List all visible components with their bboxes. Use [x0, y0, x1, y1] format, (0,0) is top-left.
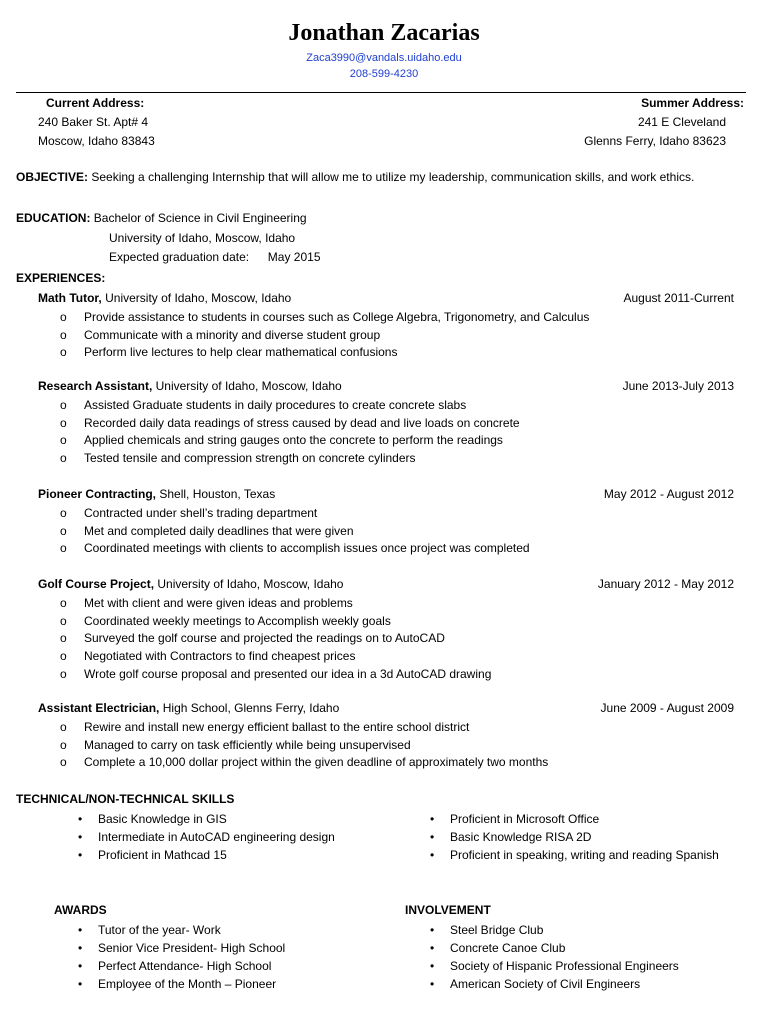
involvement-item-text: Steel Bridge Club	[450, 923, 544, 937]
job-bullet-text: Coordinated weekly meetings to Accomplish weekly goals	[84, 613, 391, 628]
job-title: Research Assistant,	[38, 379, 153, 393]
hollow-bullet-marker: o	[60, 737, 67, 752]
solid-bullet-marker: •	[430, 959, 435, 973]
skills-heading: TECHNICAL/NON-TECHNICAL SKILLS	[16, 792, 235, 806]
skill-item-text: Basic Knowledge RISA 2D	[450, 830, 592, 844]
hollow-bullet-marker: o	[60, 310, 67, 324]
solid-bullet-marker: •	[78, 812, 83, 826]
job-bullet-list	[38, 309, 734, 362]
job-organization: University of Idaho, Moscow, Idaho	[105, 291, 292, 305]
job-bullet-list	[38, 397, 734, 468]
skill-item	[426, 846, 726, 864]
solid-bullet-marker: •	[430, 848, 435, 862]
job-bullet	[60, 613, 734, 631]
job-bullet-text: Perform live lectures to help clear mathematical confusions	[84, 345, 398, 360]
solid-bullet-marker: •	[430, 923, 435, 937]
job-bullet	[60, 630, 734, 648]
hollow-bullet-marker: o	[60, 433, 67, 448]
job-bullet-text: Tested tensile and compression strength on concrete cylinders	[84, 451, 416, 466]
hollow-bullet-marker: o	[60, 666, 67, 681]
job-bullet	[60, 523, 734, 541]
job-header	[38, 701, 734, 719]
job-organization: University of Idaho, Moscow, Idaho	[155, 379, 342, 393]
solid-bullet-marker: •	[78, 959, 83, 973]
phone-number: 208-599-4230	[349, 68, 419, 80]
award-item-text: Senior Vice President- High School	[98, 941, 286, 955]
job-header	[38, 487, 734, 505]
solid-bullet-marker: •	[78, 977, 83, 991]
job-bullet-text: Rewire and install new energy efficient ballast to the entire school district	[84, 720, 470, 734]
involvement-item	[426, 921, 726, 939]
job-entry	[38, 577, 734, 683]
job-header	[38, 291, 734, 309]
job-bullet-text: Assisted Graduate students in daily procedures to create concrete slabs	[84, 398, 467, 412]
job-entry	[38, 379, 734, 468]
graduation-date: May 2015	[267, 250, 321, 264]
skill-item-text: Proficient in speaking, writing and reading Spanish	[450, 848, 719, 862]
skill-item	[426, 810, 726, 828]
job-bullet	[60, 719, 734, 737]
job-header	[38, 379, 734, 397]
hollow-bullet-marker: o	[60, 523, 67, 538]
job-bullet-text: Contracted under shell’s trading department	[84, 506, 318, 520]
awards-heading: AWARDS	[54, 903, 107, 917]
hollow-bullet-marker: o	[60, 345, 67, 360]
solid-bullet-marker: •	[430, 830, 435, 844]
awards-list	[74, 921, 404, 993]
job-organization: High School, Glenns Ferry, Idaho	[162, 701, 340, 715]
job-bullet	[60, 595, 734, 613]
job-bullet-text: Applied chemicals and string gauges onto the concrete to perform the readings	[84, 433, 503, 448]
hollow-bullet-marker: o	[60, 720, 67, 734]
objective-label: OBJECTIVE:	[16, 170, 89, 184]
hollow-bullet-marker: o	[60, 649, 67, 664]
job-bullet-list	[38, 719, 734, 772]
job-date: May 2012 - August 2012	[603, 487, 734, 501]
solid-bullet-marker: •	[78, 830, 83, 844]
involvement-item	[426, 939, 726, 957]
job-bullet-text: Surveyed the golf course and projected the readings on to AutoCAD	[84, 631, 445, 646]
job-bullet-text: Met and completed daily deadlines that were given	[84, 523, 354, 538]
job-bullet	[60, 432, 734, 450]
award-item-text: Perfect Attendance- High School	[98, 959, 272, 973]
summer-address-line1: 241 E Cleveland	[637, 115, 726, 129]
current-address-line2: Moscow, Idaho 83843	[38, 134, 155, 148]
hollow-bullet-marker: o	[60, 541, 67, 556]
candidate-name: Jonathan Zacarias	[288, 20, 480, 46]
solid-bullet-marker: •	[78, 923, 83, 937]
skill-item-text: Basic Knowledge in GIS	[98, 812, 227, 826]
job-date: January 2012 - May 2012	[597, 577, 734, 591]
award-item	[74, 957, 404, 975]
job-bullet-list	[38, 595, 734, 683]
job-title: Assistant Electrician,	[38, 701, 160, 715]
hollow-bullet-marker: o	[60, 596, 67, 610]
job-bullet	[60, 450, 734, 468]
job-date: August 2011-Current	[623, 291, 734, 305]
skill-item	[74, 810, 404, 828]
job-title: Golf Course Project,	[38, 577, 155, 591]
current-address	[38, 94, 155, 151]
solid-bullet-marker: •	[430, 977, 435, 991]
education-degree: Bachelor of Science in Civil Engineering	[93, 211, 307, 225]
involvement-item-text: Society of Hispanic Professional Engineers	[450, 959, 679, 973]
involvement-item	[426, 975, 726, 993]
solid-bullet-marker: •	[78, 848, 83, 862]
involvement-list	[426, 921, 726, 993]
skill-item	[74, 846, 404, 864]
job-bullet-text: Negotiated with Contractors to find cheapest prices	[84, 649, 356, 664]
award-item	[74, 975, 404, 993]
skills-left-column	[74, 810, 404, 864]
summer-address-label: Summer Address:	[641, 96, 744, 110]
job-bullet	[60, 666, 734, 684]
job-bullet-text: Managed to carry on task efficiently while being unsupervised	[84, 737, 411, 752]
summer-address-line2: Glenns Ferry, Idaho 83623	[584, 134, 726, 148]
job-entry	[38, 487, 734, 558]
job-bullet-text: Communicate with a minority and diverse student group	[84, 327, 381, 342]
job-bullet-list	[38, 505, 734, 558]
solid-bullet-marker: •	[430, 941, 435, 955]
job-date: June 2009 - August 2009	[600, 701, 734, 715]
hollow-bullet-marker: o	[60, 755, 67, 770]
hollow-bullet-marker: o	[60, 327, 67, 342]
skill-item	[426, 828, 726, 846]
education-school: University of Idaho, Moscow, Idaho	[109, 231, 296, 245]
skill-item-text: Proficient in Mathcad 15	[98, 848, 227, 862]
job-bullet-text: Wrote golf course proposal and presented our idea in a 3d AutoCAD drawing	[84, 666, 492, 681]
job-bullet	[60, 754, 734, 772]
job-entry	[38, 291, 734, 362]
experiences-heading: EXPERIENCES:	[16, 271, 106, 285]
job-bullet	[60, 505, 734, 523]
hollow-bullet-marker: o	[60, 451, 67, 466]
job-bullet	[60, 737, 734, 755]
education-section	[16, 211, 307, 225]
objective-text: Seeking a challenging Internship that will allow me to utilize my leadership, communication skills, and work ethics.	[91, 170, 695, 184]
job-bullet	[60, 344, 734, 362]
award-item-text: Tutor of the year- Work	[98, 923, 221, 937]
skill-item-text: Intermediate in AutoCAD engineering design	[98, 830, 335, 844]
hollow-bullet-marker: o	[60, 415, 67, 430]
summer-address	[584, 94, 744, 151]
hollow-bullet-marker: o	[60, 631, 67, 646]
job-bullet	[60, 415, 734, 433]
current-address-label: Current Address:	[46, 96, 145, 110]
job-bullet-text: Coordinated meetings with clients to accomplish issues once project was completed	[84, 541, 530, 556]
job-header	[38, 577, 734, 595]
involvement-item-text: Concrete Canoe Club	[450, 941, 566, 955]
skills-right-column	[426, 810, 726, 864]
job-entry	[38, 701, 734, 772]
email-link[interactable]: Zaca3990@vandals.uidaho.edu	[306, 52, 462, 64]
current-address-line1: 240 Baker St. Apt# 4	[38, 115, 149, 129]
job-bullet-text: Met with client and were given ideas and problems	[84, 596, 353, 610]
hollow-bullet-marker: o	[60, 506, 67, 520]
education-graduation	[109, 250, 321, 264]
involvement-item-text: American Society of Civil Engineers	[450, 977, 641, 991]
objective-section	[16, 170, 694, 184]
job-organization: Shell, Houston, Texas	[159, 487, 276, 501]
job-bullet-text: Complete a 10,000 dollar project within the given deadline of approximately two months	[84, 755, 549, 770]
job-title: Math Tutor,	[38, 291, 102, 305]
skill-item-text: Proficient in Microsoft Office	[450, 812, 600, 826]
job-bullet	[60, 327, 734, 345]
job-bullet	[60, 648, 734, 666]
job-title: Pioneer Contracting,	[38, 487, 157, 501]
graduation-label: Expected graduation date:	[109, 250, 250, 264]
award-item	[74, 939, 404, 957]
solid-bullet-marker: •	[430, 812, 435, 826]
award-item-text: Employee of the Month – Pioneer	[98, 977, 277, 991]
involvement-item	[426, 957, 726, 975]
skill-item	[74, 828, 404, 846]
solid-bullet-marker: •	[78, 941, 83, 955]
job-bullet-text: Recorded daily data readings of stress caused by dead and live loads on concrete	[84, 415, 520, 430]
job-bullet	[60, 309, 734, 327]
job-bullet	[60, 540, 734, 558]
job-date: June 2013-July 2013	[622, 379, 734, 393]
header-divider	[16, 92, 746, 93]
involvement-heading: INVOLVEMENT	[405, 903, 491, 917]
job-bullet	[60, 397, 734, 415]
award-item	[74, 921, 404, 939]
job-organization: University of Idaho, Moscow, Idaho	[157, 577, 344, 591]
hollow-bullet-marker: o	[60, 398, 67, 412]
hollow-bullet-marker: o	[60, 613, 67, 628]
education-label: EDUCATION:	[16, 211, 91, 225]
job-bullet-text: Provide assistance to students in courses such as College Algebra, Trigonometry, and Calculus	[84, 310, 590, 324]
